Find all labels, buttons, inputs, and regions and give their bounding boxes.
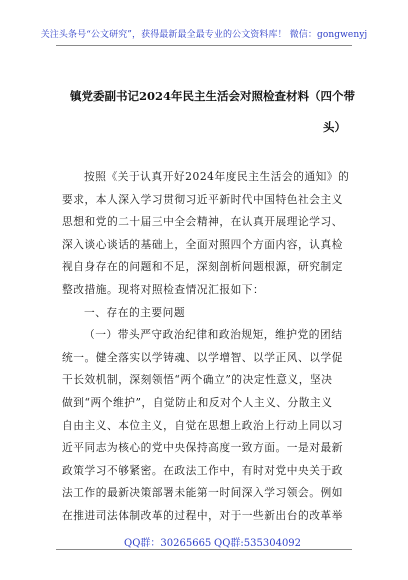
header-banner: 关注头条号“公文研究”，获得最新最全最专业的公文资料库！ 微信：gongwenyj [40, 30, 368, 40]
body-text-line: 自由主义、本位主义，自觉在思想上政治上行动上同以习 [62, 418, 343, 432]
body-text-line: 一、存在的主要问题 [84, 305, 186, 319]
body-text-line: 整改措施。现将对照检查情况汇报如下： [62, 283, 265, 296]
footer-qq-group-b: QQ群:535304092 [214, 538, 302, 549]
body-text-line: 思想和党的二十届三中全会精神，在认真开展理论学习、 [62, 215, 343, 229]
footer-divider [56, 549, 352, 550]
body-text-line: 政策学习不够紧密。在政法工作中，有时对党中央关于政 [62, 463, 343, 477]
document-title-line-1: 镇党委副书记2024年民主生活会对照检查材料（四个带 [70, 89, 356, 103]
header-divider [56, 45, 352, 46]
body-text-line: （一）带头严守政治纪律和政治规矩，维护党的团结 [84, 328, 343, 342]
body-text-line: 视自身存在的问题和不足，深刻剖析问题根源，研究制定 [62, 260, 343, 274]
body-text-line: 按照《关于认真开好2024年度民主生活会的通知》的 [84, 170, 350, 183]
body-text-line: 深入谈心谈话的基础上，全面对照四个方面内容，认真检 [62, 237, 343, 251]
body-text-line: 干长效机制，深刻领悟“两个确立”的决定性意义，坚决 [62, 373, 333, 387]
body-text-line: 近平同志为核心的党中央保持高度一致方面。一是对最新 [62, 441, 343, 455]
body-text-line: 要求，本人深入学习贯彻习近平新时代中国特色社会主义 [62, 192, 343, 206]
body-text-line: 法工作的最新决策部署未能第一时间深入学习领会。例如 [62, 486, 343, 500]
body-text-line: 统一。健全落实以学铸魂、以学增智、以学正风、以学促 [62, 350, 343, 364]
body-text-line: 在推进司法体制改革的过程中，对于一些新出台的改革举 [62, 509, 343, 522]
footer-qq-group-a: QQ群：30265665 [124, 538, 212, 549]
body-text-line: 做到“两个维护”，自觉防止和反对个人主义、分散主义 [62, 396, 333, 409]
document-title-line-2: 头） [323, 120, 346, 134]
